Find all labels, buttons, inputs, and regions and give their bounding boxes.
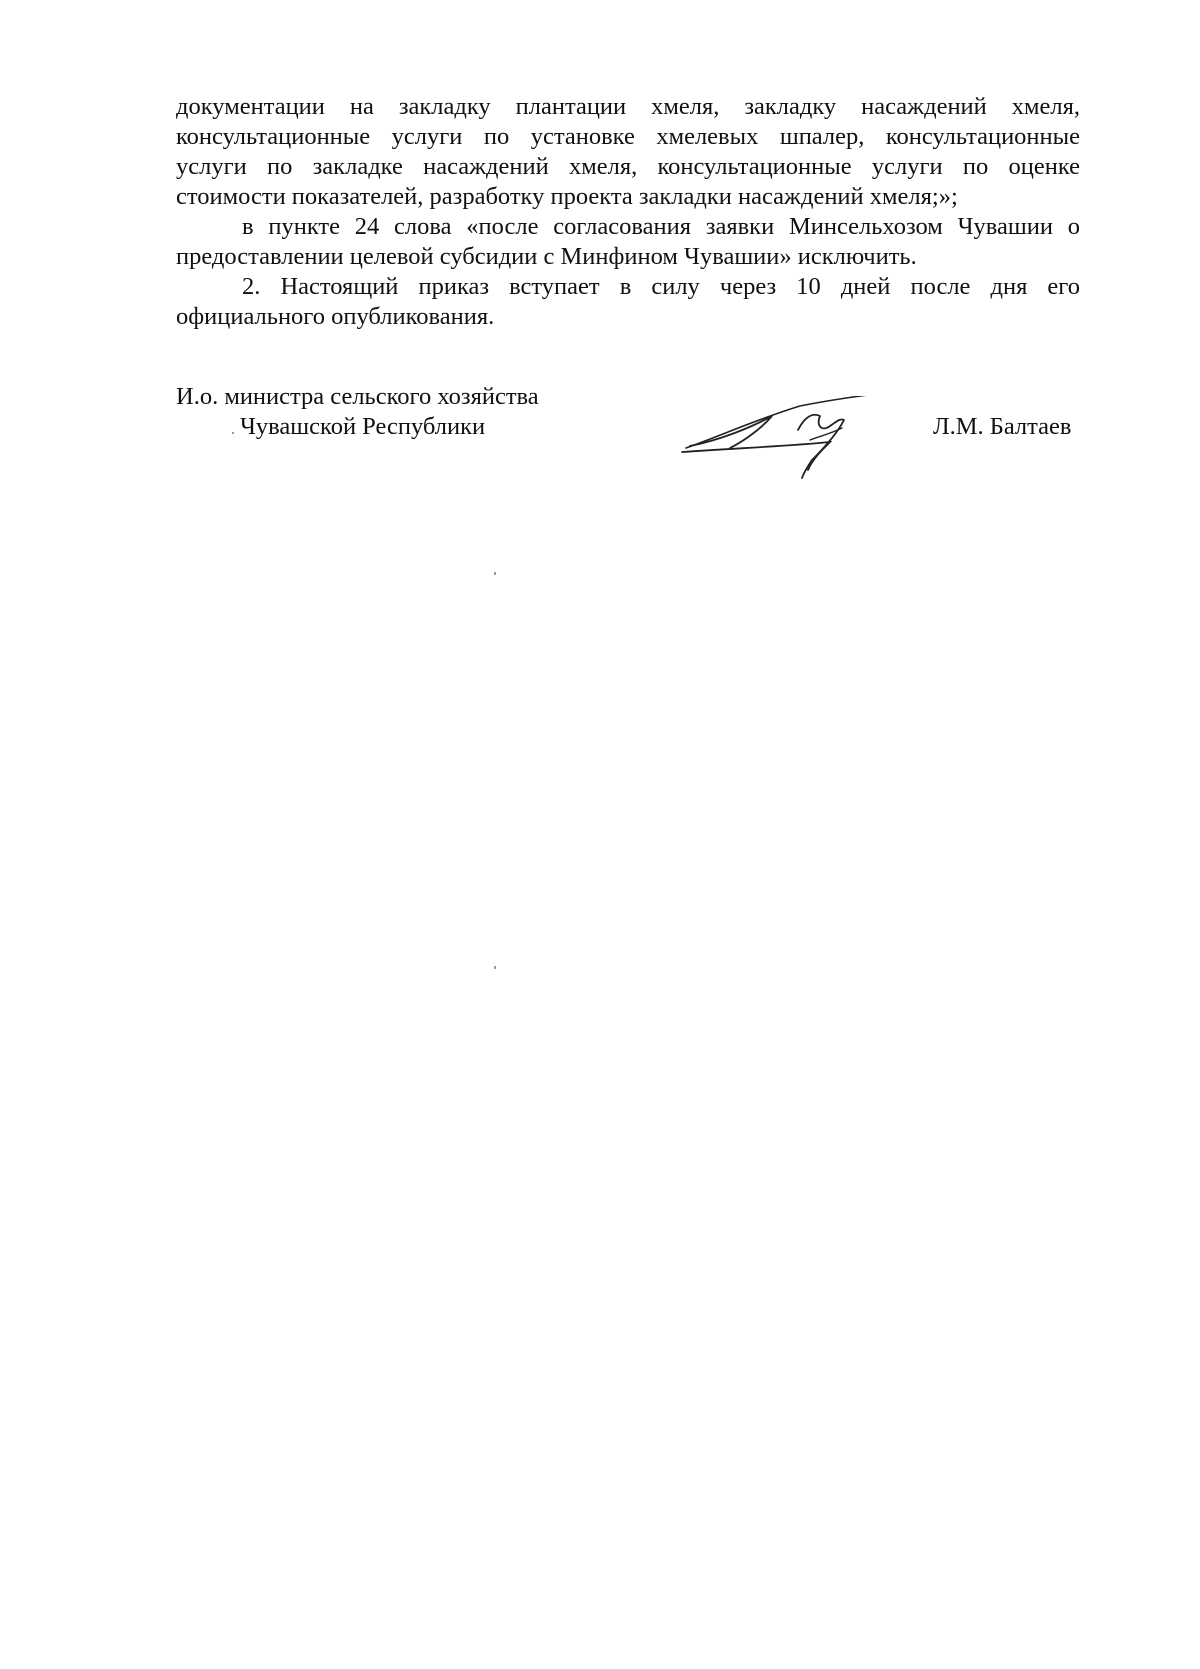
text-line: стоимости показателей, разработку проекта закладки насаждений хмеля;»; bbox=[176, 183, 958, 210]
signer-name: Л.М. Балтаев bbox=[933, 413, 1072, 440]
text-line: документации на закладку плантации хмеля, закладку насаждений хмеля, bbox=[176, 93, 1080, 120]
text-line: в пункте 24 слова «после согласования заявки Минсельхозом Чувашии о bbox=[242, 213, 1080, 240]
scan-speck bbox=[494, 966, 496, 969]
scan-speck bbox=[232, 432, 234, 434]
text-line: официального опубликования. bbox=[176, 303, 495, 330]
handwritten-signature bbox=[680, 396, 910, 496]
text-line: предоставлении целевой субсидии с Минфином Чувашии» исключить. bbox=[176, 243, 917, 270]
text-line: консультационные услуги по установке хмелевых шпалер, консультационные bbox=[176, 123, 1080, 150]
scan-speck bbox=[494, 572, 496, 575]
paragraph-effective-date bbox=[176, 272, 1080, 332]
text-line: 2. Настоящий приказ вступает в силу через 10 дней после дня его bbox=[242, 273, 1080, 300]
signatory-title-line2: Чувашской Республики bbox=[240, 413, 486, 440]
signatory-title-line1: И.о. министра сельского хозяйства bbox=[176, 383, 539, 410]
signatory-position bbox=[176, 382, 539, 442]
paragraph-point-24 bbox=[176, 212, 1080, 272]
paragraph-continuation bbox=[176, 92, 1080, 212]
text-line: услуги по закладке насаждений хмеля, консультационные услуги по оценке bbox=[176, 153, 1080, 180]
document-body bbox=[176, 92, 1080, 332]
